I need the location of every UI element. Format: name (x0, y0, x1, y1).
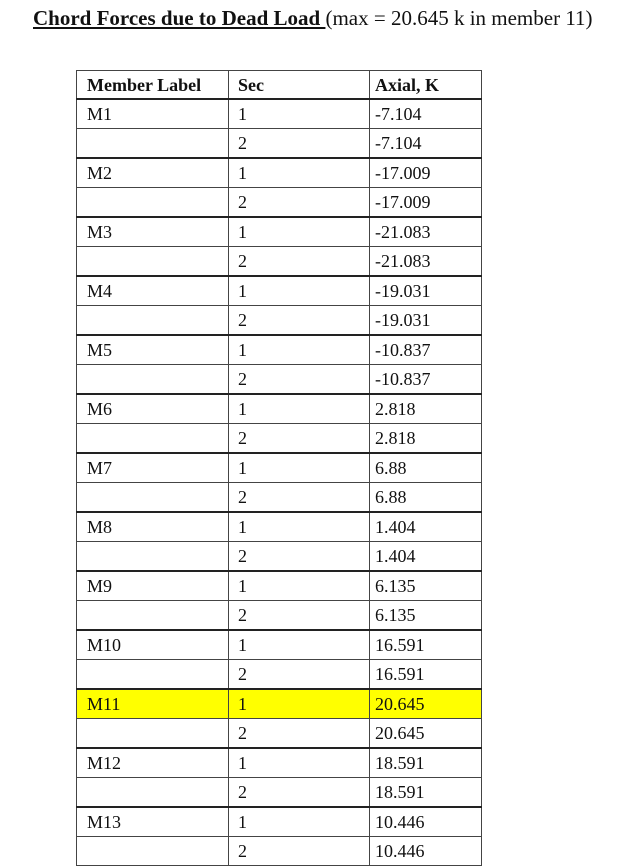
table-row (77, 424, 482, 454)
table-row (77, 689, 482, 719)
member-cell: M1 (77, 99, 229, 129)
page-heading (33, 5, 593, 31)
member-cell (77, 365, 229, 395)
member-cell (77, 247, 229, 277)
sec-cell: 1 (229, 689, 370, 719)
axial-cell: -21.083 (370, 217, 482, 247)
axial-cell: 6.88 (370, 453, 482, 483)
table-row (77, 748, 482, 778)
table-row (77, 99, 482, 129)
axial-cell: 2.818 (370, 424, 482, 454)
table-row (77, 335, 482, 365)
sec-cell: 2 (229, 188, 370, 218)
table-row (77, 247, 482, 277)
sec-cell: 2 (229, 601, 370, 631)
sec-cell: 2 (229, 837, 370, 866)
table-row (77, 158, 482, 188)
table-row (77, 512, 482, 542)
member-cell: M8 (77, 512, 229, 542)
sec-cell: 1 (229, 571, 370, 601)
member-cell (77, 542, 229, 572)
sec-cell: 2 (229, 424, 370, 454)
member-cell: M6 (77, 394, 229, 424)
member-cell (77, 483, 229, 513)
table-row (77, 306, 482, 336)
member-cell (77, 660, 229, 690)
sec-cell: 1 (229, 276, 370, 306)
member-cell: M11 (77, 689, 229, 719)
table-row (77, 778, 482, 808)
axial-cell: 16.591 (370, 660, 482, 690)
sec-cell: 1 (229, 630, 370, 660)
sec-cell: 1 (229, 335, 370, 365)
axial-cell: -17.009 (370, 188, 482, 218)
table-row (77, 719, 482, 749)
table-row (77, 571, 482, 601)
header-axial: Axial, K (370, 71, 482, 100)
axial-cell: 18.591 (370, 778, 482, 808)
axial-cell: -10.837 (370, 365, 482, 395)
member-cell (77, 778, 229, 808)
sec-cell: 1 (229, 217, 370, 247)
table-row (77, 365, 482, 395)
heading-title: Chord Forces due to Dead Load (33, 6, 326, 30)
member-cell: M12 (77, 748, 229, 778)
axial-cell: 20.645 (370, 719, 482, 749)
axial-cell: 2.818 (370, 394, 482, 424)
chord-forces-table-container (76, 70, 481, 861)
axial-cell: -19.031 (370, 276, 482, 306)
table-header-row (77, 71, 482, 100)
sec-cell: 1 (229, 807, 370, 837)
sec-cell: 1 (229, 748, 370, 778)
table-body (77, 99, 482, 866)
member-cell: M2 (77, 158, 229, 188)
sec-cell: 2 (229, 542, 370, 572)
axial-cell: 1.404 (370, 542, 482, 572)
sec-cell: 2 (229, 778, 370, 808)
table-row (77, 188, 482, 218)
axial-cell: 6.135 (370, 571, 482, 601)
member-cell: M3 (77, 217, 229, 247)
member-cell: M10 (77, 630, 229, 660)
member-cell: M7 (77, 453, 229, 483)
sec-cell: 2 (229, 247, 370, 277)
axial-cell: 6.135 (370, 601, 482, 631)
member-cell: M9 (77, 571, 229, 601)
table-row (77, 837, 482, 866)
sec-cell: 2 (229, 129, 370, 159)
axial-cell: -10.837 (370, 335, 482, 365)
sec-cell: 1 (229, 512, 370, 542)
table-row (77, 394, 482, 424)
member-cell (77, 719, 229, 749)
header-sec: Sec (229, 71, 370, 100)
table-row (77, 129, 482, 159)
sec-cell: 1 (229, 99, 370, 129)
sec-cell: 2 (229, 660, 370, 690)
axial-cell: -7.104 (370, 129, 482, 159)
member-cell: M13 (77, 807, 229, 837)
axial-cell: 10.446 (370, 807, 482, 837)
table-row (77, 601, 482, 631)
chord-forces-table (76, 70, 482, 866)
table-row (77, 276, 482, 306)
member-cell (77, 188, 229, 218)
axial-cell: 18.591 (370, 748, 482, 778)
sec-cell: 1 (229, 394, 370, 424)
sec-cell: 2 (229, 483, 370, 513)
sec-cell: 2 (229, 365, 370, 395)
axial-cell: 16.591 (370, 630, 482, 660)
axial-cell: -21.083 (370, 247, 482, 277)
member-cell (77, 601, 229, 631)
member-cell (77, 837, 229, 866)
heading-note: (max = 20.645 k in member 11) (325, 6, 593, 30)
axial-cell: 6.88 (370, 483, 482, 513)
member-cell: M5 (77, 335, 229, 365)
axial-cell: -7.104 (370, 99, 482, 129)
header-member-label: Member Label (77, 71, 229, 100)
axial-cell: 20.645 (370, 689, 482, 719)
table-row (77, 217, 482, 247)
member-cell (77, 306, 229, 336)
member-cell (77, 424, 229, 454)
sec-cell: 2 (229, 306, 370, 336)
member-cell: M4 (77, 276, 229, 306)
table-row (77, 542, 482, 572)
axial-cell: 10.446 (370, 837, 482, 866)
sec-cell: 1 (229, 158, 370, 188)
axial-cell: -17.009 (370, 158, 482, 188)
table-row (77, 453, 482, 483)
table-row (77, 630, 482, 660)
member-cell (77, 129, 229, 159)
sec-cell: 2 (229, 719, 370, 749)
table-row (77, 660, 482, 690)
sec-cell: 1 (229, 453, 370, 483)
table-row (77, 483, 482, 513)
axial-cell: 1.404 (370, 512, 482, 542)
axial-cell: -19.031 (370, 306, 482, 336)
table-row (77, 807, 482, 837)
